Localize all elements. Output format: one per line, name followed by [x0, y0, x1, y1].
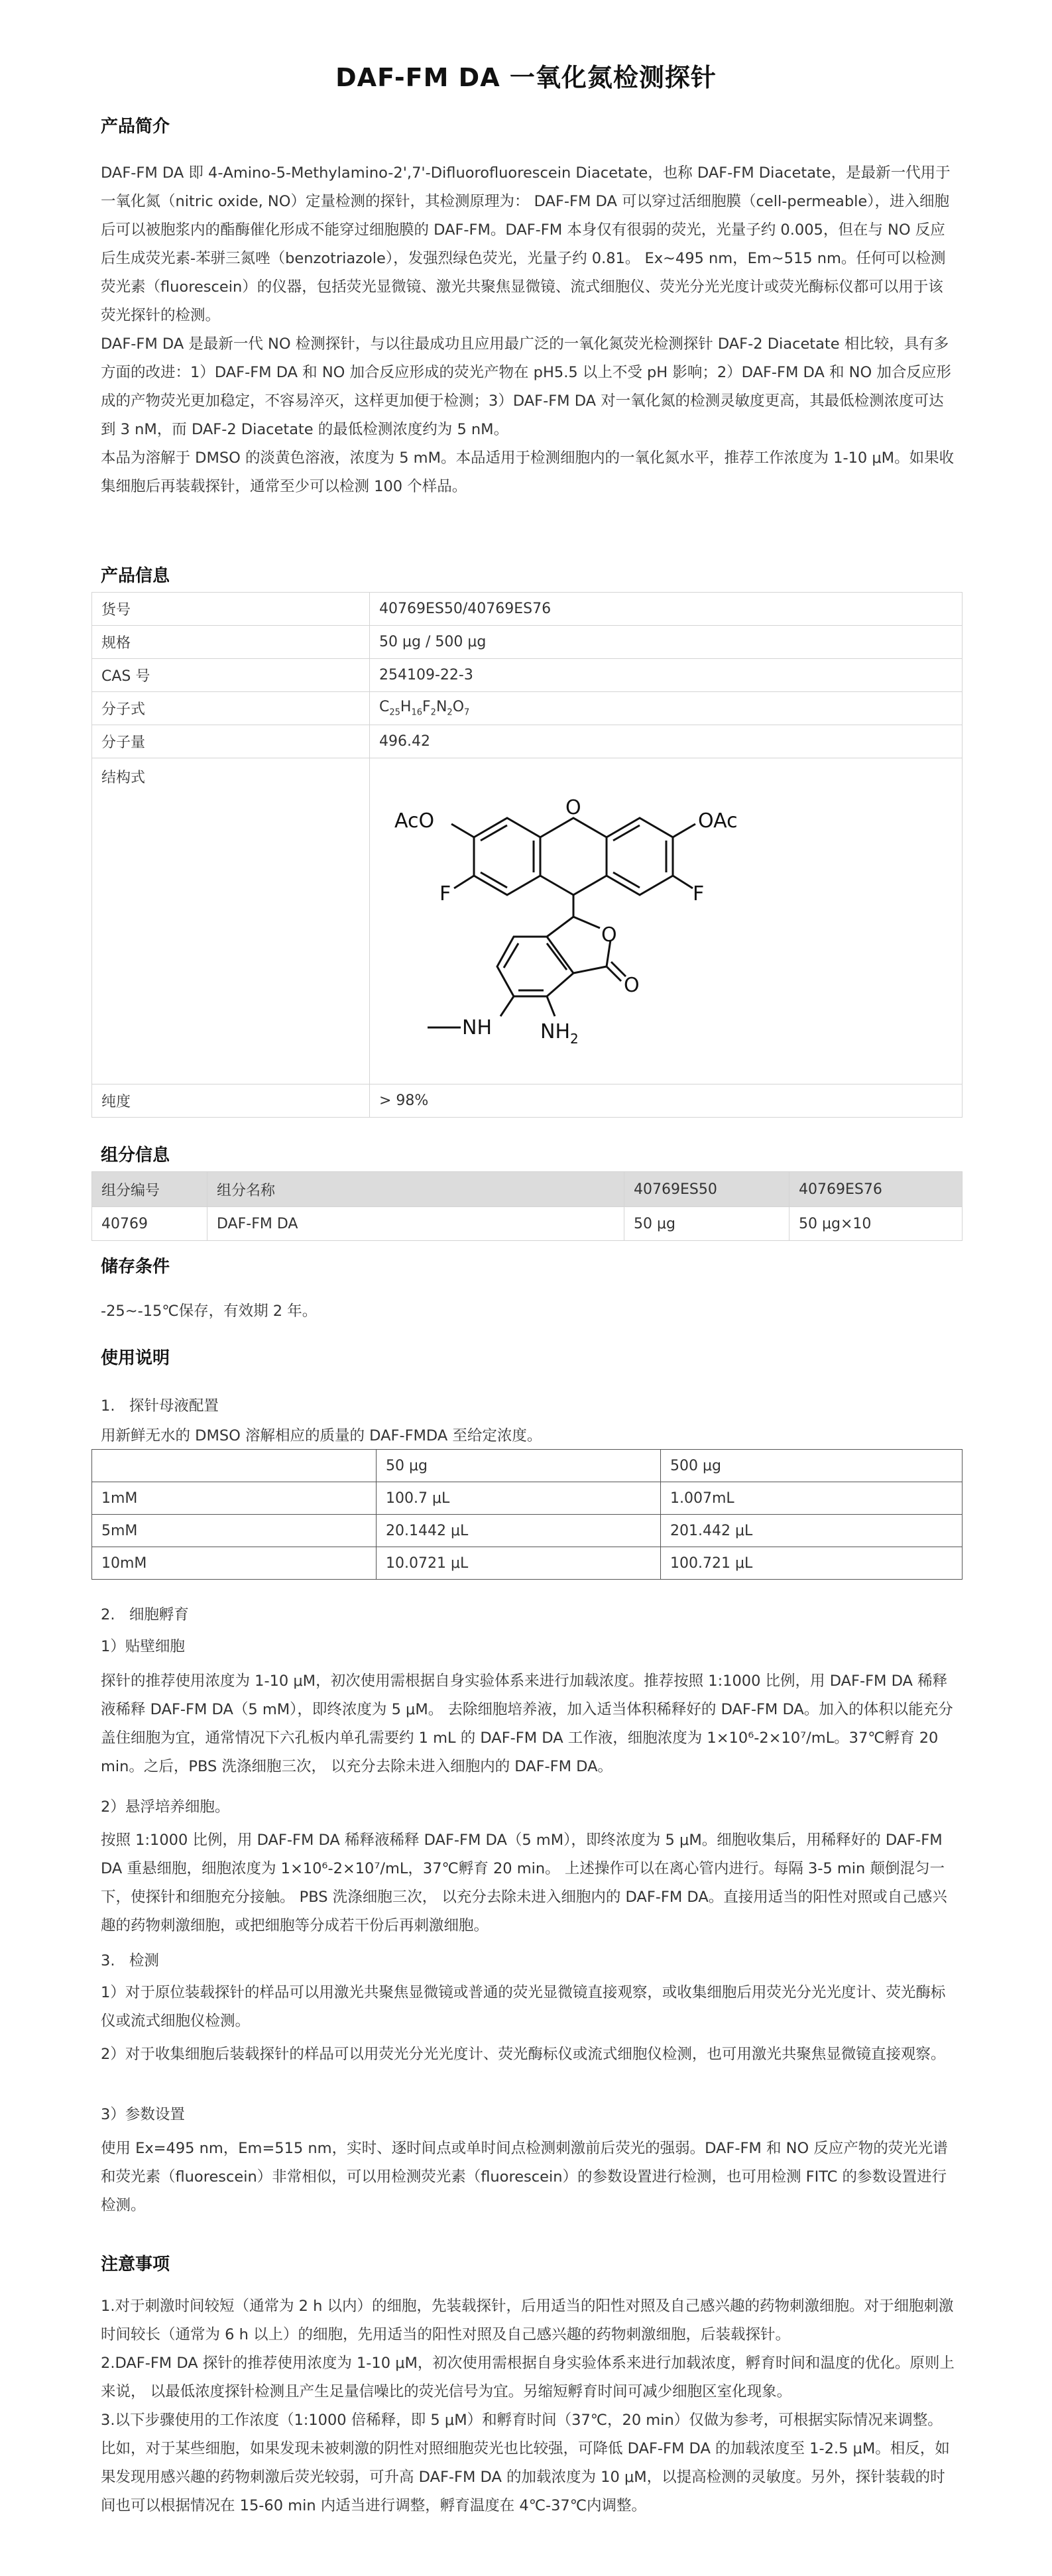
intro-text	[101, 159, 955, 501]
table-cell: 10.0721 μL	[377, 1547, 661, 1580]
table-header-row	[92, 1172, 963, 1207]
nh-label: NH	[462, 1016, 492, 1039]
table-row	[92, 1515, 963, 1547]
components-table	[91, 1171, 963, 1241]
step-1-text: 用新鲜无水的 DMSO 溶解相应的质量的 DAF-FMDA 至给定浓度。	[101, 1427, 542, 1444]
intro-paragraph-3: 本品为溶解于 DMSO 的淡黄色溶液，浓度为 5 mM。本品适用于检测细胞内的一氧化氮水平，推荐工作浓度为 1-10 μM。如果收集细胞后再装载探针，通常至少可以检测 100 个样品。	[101, 449, 955, 495]
heading-storage: 储存条件	[101, 1257, 170, 1277]
heading-components: 组分信息	[101, 1145, 170, 1165]
detect-3-text: 使用 Ex=495 nm，Em=515 nm，实时、逐时间点或单时间点检测刺激前后荧光的强弱。DAF-FM 和 NO 反应产物的荧光光谱和荧光素（fluorescein）非常相似，可以用检测荧光素（fluorescein）的参数设置进行检测，也可用检测 FITC 的参数设置进行检测。	[101, 2140, 948, 2214]
detect-2-text: 2）对于收集细胞后装载探针的样品可以用荧光分光光度计、荧光酶标仪或流式细胞仪检测，也可用激光共聚焦显微镜直接观察。	[101, 2046, 946, 2063]
table-row	[92, 725, 963, 758]
storage-text: -25~-15℃保存，有效期 2 年。	[101, 1303, 318, 1320]
table-cell: 50 μg	[624, 1207, 789, 1241]
intro-paragraph-1: DAF-FM DA 即 4-Amino-5-Methylamino-2',7'-Difluorofluorescein Diacetate，也称 DAF-FM Diacetate，是最新一代用于一氧化氮（nitric oxide, NO）定量检测的探针，其检测原理为： DAF-FM DA 可以穿过活细胞膜（cell-permeable），进入细胞后可以被胞浆内的酯酶催化形成不能穿过细胞膜的 DAF-FM。DAF-FM 本身仅有很弱的荧光，光量子约 0.005，但在与 NO 反应后生成荧光素-苯骈三氮唑（benzotriazole），发强烈绿色荧光，光量子约 0.81。 Ex~495 nm，Em~515 nm。任何可以检测荧光素（fluorescein）的仪器，包括荧光显微镜、激光共聚焦显微镜、流式细胞仪、荧光分光光度计或荧光酶标仪都可以用于该荧光探针的检测。	[101, 164, 951, 324]
info-value: 496.42	[370, 725, 963, 758]
column-header: 40769ES50	[624, 1172, 789, 1207]
info-label: 结构式	[92, 758, 370, 1084]
ring-oxygen-label: O	[565, 796, 581, 819]
info-value: > 98%	[370, 1084, 963, 1118]
heading-intro: 产品简介	[101, 117, 170, 137]
info-value: 254109-22-3	[370, 659, 963, 692]
info-value: 40769ES50/40769ES76	[370, 593, 963, 626]
stock-solution-table	[91, 1449, 963, 1580]
table-row	[92, 659, 963, 692]
heading-notes: 注意事项	[101, 2254, 170, 2274]
info-label: CAS 号	[92, 659, 370, 692]
note-3: 3.以下步骤使用的工作浓度（1:1000 倍稀释，即 5 μM）和孵育时间（37℃，20 min）仅做为参考，可根据实际情况来调整。比如，对于某些细胞，如果发现未被刺激的阴性对照细胞荧光也比较强，可降低 DAF-FM DA 的加载浓度至 1-2.5 μM。相反，如果发现用感兴趣的药物刺激后荧光较弱，可升高 DAF-FM DA 的加载浓度为 10 μM，以提高检测的灵敏度。另外，探针装载的时间也可以根据情况在 15-60 min 内适当进行调整，孵育温度在 4℃-37℃内调整。	[101, 2412, 950, 2514]
table-cell: 10mM	[92, 1547, 377, 1580]
fluorine-right-label: F	[693, 882, 705, 906]
table-cell: 5mM	[92, 1515, 377, 1547]
adherent-title: 1）贴壁细胞	[101, 1638, 185, 1655]
table-cell: 100.721 μL	[661, 1547, 963, 1580]
table-row	[92, 1084, 963, 1118]
adherent-text: 探针的推荐使用浓度为 1-10 μM，初次使用需根据自身实验体系来进行加载浓度。推荐按照 1:1000 比例，用 DAF-FM DA 稀释液稀释 DAF-FM DA（5 mM），即终浓度为 5 μM。 去除细胞培养液，加入适当体积稀释好的 DAF-FM DA。加入的体积以能充分盖住细胞为宜，通常情况下六孔板内单孔需要约 1 mL 的 DAF-FM DA 工作液，细胞浓度为 1×10⁶-2×10⁷/mL。37℃孵育 20 min。之后，PBS 洗涤细胞三次， 以充分去除未进入细胞内的 DAF-FM DA。	[101, 1672, 953, 1775]
table-row	[92, 593, 963, 626]
info-label: 分子量	[92, 725, 370, 758]
table-row	[92, 1547, 963, 1580]
column-header: 组分编号	[92, 1172, 207, 1207]
table-row	[92, 626, 963, 659]
step-3-title: 3. 检测	[101, 1952, 159, 1969]
table-cell: DAF-FM DA	[207, 1207, 624, 1241]
carbonyl-oxygen-label: O	[624, 974, 640, 997]
intro-paragraph-2: DAF-FM DA 是最新一代 NO 检测探针，与以往最成功且应用最广泛的一氧化氮荧光检测探针 DAF-2 Diacetate 相比较，具有多方面的改进：1）DAF-FM DA 和 NO 加合反应形成的荧光产物在 pH5.5 以上不受 pH 影响；2）DAF-FM DA 和 NO 加合反应形成的产物荧光更加稳定，不容易淬灭，这样更加便于检测；3）DAF-FM DA 对一氧化氮的检测灵敏度更高，其最低检测浓度可达到 3 nM，而 DAF-2 Diacetate 的最低检测浓度约为 5 nM。	[101, 335, 951, 438]
table-cell: 1mM	[92, 1482, 377, 1515]
heading-usage: 使用说明	[101, 1348, 170, 1368]
note-1: 1.对于刺激时间较短（通常为 2 h 以内）的细胞，先装载探针，后用适当的阳性对照及自己感兴趣的药物刺激细胞。对于细胞刺激时间较长（通常为 6 h 以上）的细胞，先用适当的阳性对照及自己感兴趣的药物刺激细胞，后装载探针。	[101, 2298, 954, 2343]
step-1-title: 1. 探针母液配置	[101, 1397, 219, 1415]
table-row	[92, 1207, 963, 1241]
detect-3-title: 3）参数设置	[101, 2106, 185, 2123]
step-2-title: 2. 细胞孵育	[101, 1606, 189, 1623]
fluorine-left-label: F	[439, 882, 451, 906]
info-label: 规格	[92, 626, 370, 659]
heading-product-info: 产品信息	[101, 566, 170, 586]
table-cell: 50 μg×10	[789, 1207, 963, 1241]
acetoxy-right-label: OAc	[698, 809, 738, 833]
column-header: 500 μg	[661, 1450, 963, 1482]
structural-formula-image	[381, 774, 805, 1066]
table-cell: 100.7 μL	[377, 1482, 661, 1515]
table-row	[92, 692, 963, 725]
info-label: 纯度	[92, 1084, 370, 1118]
table-header-row	[92, 1450, 963, 1482]
column-header: 40769ES76	[789, 1172, 963, 1207]
page-title: DAF-FM DA 一氧化氮检测探针	[335, 63, 717, 92]
info-label: 货号	[92, 593, 370, 626]
suspension-text: 按照 1:1000 比例，用 DAF-FM DA 稀释液稀释 DAF-FM DA（5 mM），即终浓度为 5 μM。细胞收集后，用稀释好的 DAF-FM DA 重悬细胞，细胞浓度为 1×10⁶-2×10⁷/mL，37℃孵育 20 min。 上述操作可以在离心管内进行。每隔 3-5 min 颠倒混匀一下，使探针和细胞充分接触。 PBS 洗涤细胞三次， 以充分去除未进入细胞内的 DAF-FM DA。直接用适当的阳性对照或自己感兴趣的药物刺激细胞，或把细胞等分成若干份后再刺激细胞。	[101, 1832, 947, 1934]
column-header: 50 μg	[377, 1450, 661, 1482]
table-cell: 201.442 μL	[661, 1515, 963, 1547]
molecular-formula: $C_{25}H_{16}F_2N_2O_7$	[370, 692, 963, 725]
table-cell: 40769	[92, 1207, 207, 1241]
info-label: 分子式	[92, 692, 370, 725]
nh2-label: $NH_2$	[540, 1020, 579, 1047]
column-header	[92, 1450, 377, 1482]
lactone-oxygen-label: O	[601, 923, 617, 947]
table-cell: 1.007mL	[661, 1482, 963, 1515]
table-row	[92, 1482, 963, 1515]
table-cell: 20.1442 μL	[377, 1515, 661, 1547]
notes-text	[101, 2292, 955, 2520]
suspension-title: 2）悬浮培养细胞。	[101, 1798, 230, 1816]
column-header: 组分名称	[207, 1172, 624, 1207]
note-2: 2.DAF-FM DA 探针的推荐使用浓度为 1-10 μM，初次使用需根据自身实验体系来进行加载浓度，孵育时间和温度的优化。原则上来说， 以最低浓度探针检测且产生足量信噪比的荧光信号为宜。另缩短孵育时间可减少细胞区室化现象。	[101, 2355, 955, 2400]
detect-1-text: 1）对于原位装载探针的样品可以用激光共聚焦显微镜或普通的荧光显微镜直接观察，或收集细胞后用荧光分光光度计、荧光酶标仪或流式细胞仪检测。	[101, 1984, 946, 2030]
acetoxy-left-label: AcO	[394, 809, 435, 833]
info-value: 50 μg / 500 μg	[370, 626, 963, 659]
